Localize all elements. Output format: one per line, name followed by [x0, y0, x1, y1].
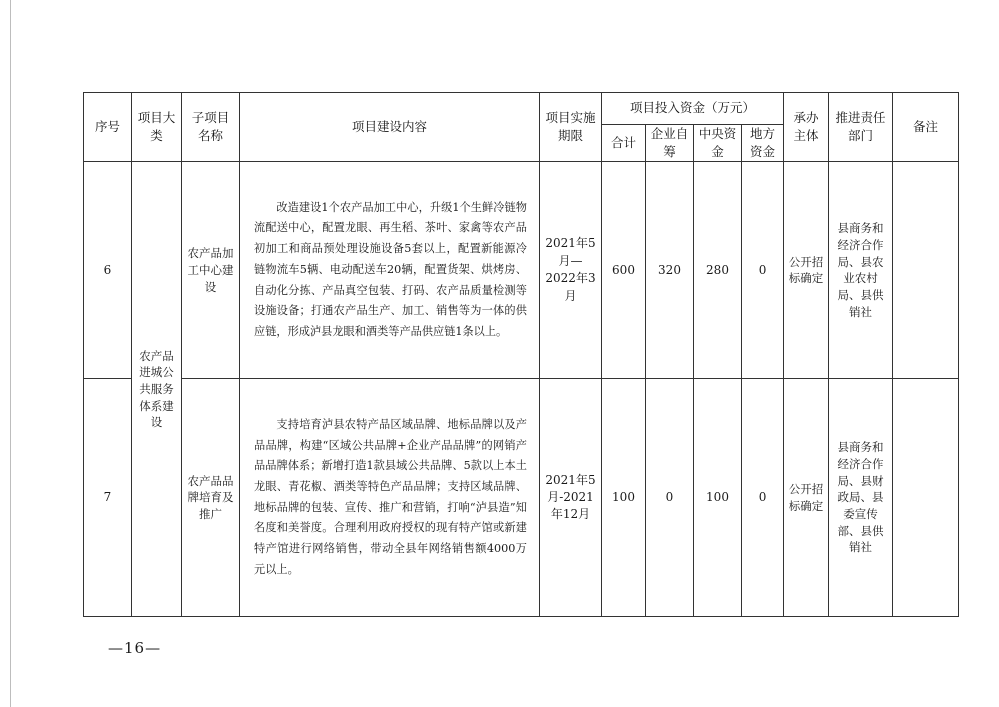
header-dept: 推进责任部门 [829, 93, 893, 162]
row-dept: 县商务和经济合作局、县农业农村局、县供销社 [829, 162, 893, 379]
header-enterprise: 企业自筹 [646, 125, 694, 162]
header-central: 中央资金 [694, 125, 742, 162]
row-sub-name: 农产品加工中心建设 [182, 162, 240, 379]
page-number: —16— [108, 639, 162, 657]
row-central: 280 [694, 162, 742, 379]
row-seq: 7 [84, 379, 132, 617]
row-undertaker: 公开招标确定 [784, 379, 829, 617]
row-total: 600 [602, 162, 646, 379]
row-content: 支持培育泸县农特产品区域品牌、地标品牌以及产品品牌，构建“区域公共品牌+企业产品品牌”的网销产品品牌体系；新增打造1款县域公共品牌、5款以上本土龙眼、青花椒、酒类等特色产品品牌；支持区域品牌、地标品牌的包装、宣传、推广和营销，打响“泸县造”知名度和美誉度。合理利用政府授权的现有特产馆或新建特产馆进行网络销售，带动全县年网络销售额4000万元以上。 [240, 379, 540, 617]
table-row [84, 379, 959, 617]
row-period: 2021年5月—2022年3月 [540, 162, 602, 379]
row-enterprise: 0 [646, 379, 694, 617]
header-undertaker: 承办主体 [784, 93, 829, 162]
row-local: 0 [742, 379, 784, 617]
project-category: 农产品进城公共服务体系建设 [132, 162, 182, 617]
row-seq: 6 [84, 162, 132, 379]
row-sub-name: 农产品品牌培育及推广 [182, 379, 240, 617]
header-period: 项目实施期限 [540, 93, 602, 162]
header-total: 合计 [602, 125, 646, 162]
row-remark [893, 162, 959, 379]
row-central: 100 [694, 379, 742, 617]
header-local: 地方资金 [742, 125, 784, 162]
row-undertaker: 公开招标确定 [784, 162, 829, 379]
header-investment: 项目投入资金（万元） [602, 93, 784, 125]
header-sub-name: 子项目名称 [182, 93, 240, 162]
row-enterprise: 320 [646, 162, 694, 379]
row-period: 2021年5月-2021年12月 [540, 379, 602, 617]
header-seq: 序号 [84, 93, 132, 162]
row-content: 改造建设1个农产品加工中心，升级1个生鲜冷链物流配送中心，配置龙眼、再生稻、茶叶、家禽等农产品初加工和商品预处理设施设备5套以上，配置新能源冷链物流车5辆、电动配送车20辆，配置货架、烘烤房、自动化分拣、产品真空包装、打码、农产品质量检测等设施设备；打通农产品生产、加工、销售等为一体的供应链，形成泸县龙眼和酒类等产品供应链1条以上。 [240, 162, 540, 379]
row-total: 100 [602, 379, 646, 617]
binding-line [10, 0, 11, 707]
header-content: 项目建设内容 [240, 93, 540, 162]
row-dept: 县商务和经济合作局、县财政局、县委宣传部、县供销社 [829, 379, 893, 617]
header-category: 项目大类 [132, 93, 182, 162]
table-row [84, 162, 959, 379]
header-remark: 备注 [893, 93, 959, 162]
row-local: 0 [742, 162, 784, 379]
project-table [83, 92, 959, 617]
row-remark [893, 379, 959, 617]
